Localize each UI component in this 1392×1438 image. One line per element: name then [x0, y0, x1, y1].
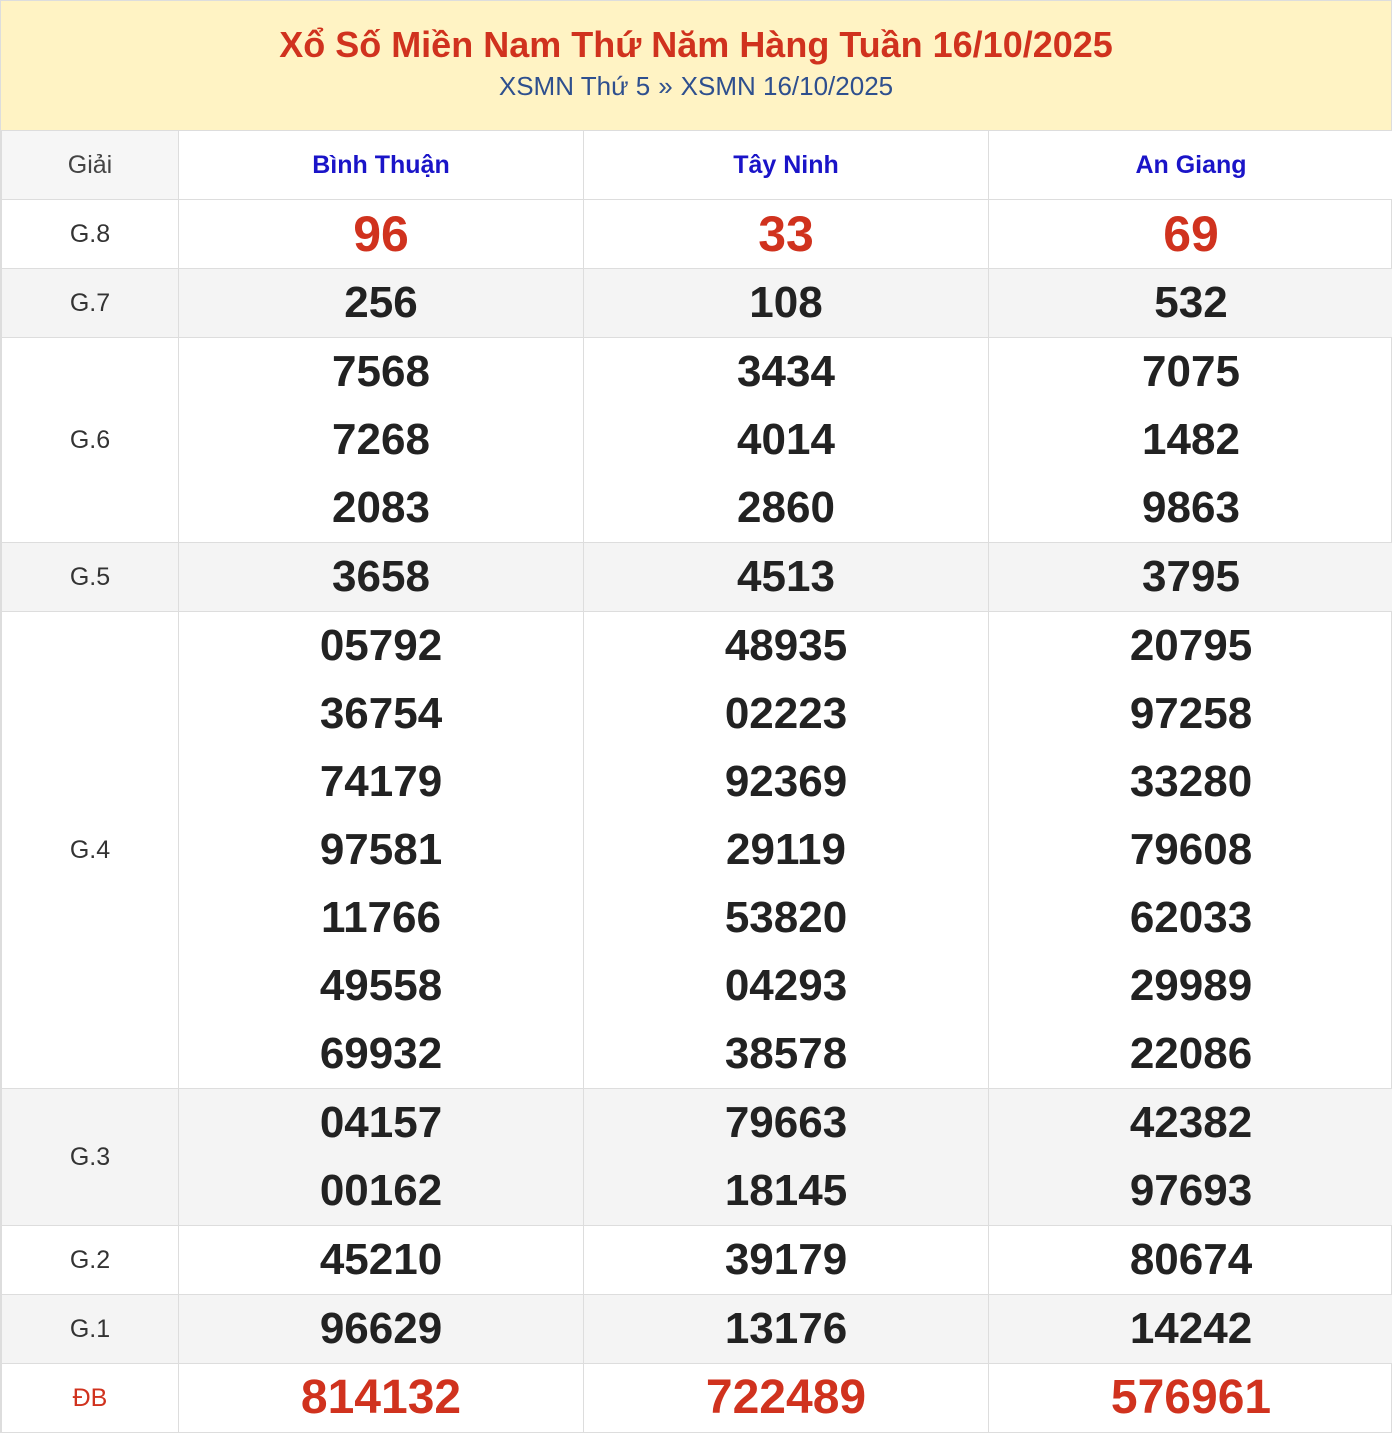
- winning-number: 48935: [724, 621, 848, 670]
- prize-row-g3: [2, 1089, 1392, 1226]
- prize-cell: [989, 269, 1392, 338]
- winning-number: 96: [353, 206, 409, 262]
- prize-label: G.1: [2, 1295, 179, 1364]
- winning-number: 04157: [319, 1098, 443, 1147]
- prize-cell: [179, 543, 584, 612]
- prize-cell: [989, 1364, 1392, 1433]
- winning-number: 36754: [319, 689, 443, 738]
- winning-number: 7075: [1142, 347, 1240, 396]
- winning-number: 04293: [724, 961, 848, 1010]
- winning-number: 97693: [1129, 1166, 1253, 1215]
- prize-cell: [179, 1089, 584, 1226]
- winning-number: 97258: [1129, 689, 1253, 738]
- prize-cell: [179, 1364, 584, 1433]
- winning-number: 7568: [332, 347, 430, 396]
- prize-row-g5: [2, 543, 1392, 612]
- winning-number: 814132: [300, 1371, 462, 1424]
- province-header-an-giang[interactable]: An Giang: [989, 131, 1392, 200]
- winning-number: 29119: [726, 825, 846, 874]
- prize-cell: [989, 1089, 1392, 1226]
- winning-number: 1482: [1142, 415, 1240, 464]
- winning-number: 33: [758, 206, 814, 262]
- prize-label: ĐB: [2, 1364, 179, 1433]
- prize-row-g1: [2, 1295, 1392, 1364]
- winning-number: 9863: [1142, 483, 1240, 532]
- winning-number: 45210: [319, 1235, 443, 1284]
- prize-label: G.8: [2, 200, 179, 269]
- breadcrumb-separator: »: [658, 71, 673, 101]
- results-table: [1, 130, 1392, 1433]
- winning-number: 18145: [724, 1166, 848, 1215]
- winning-number: 7268: [332, 415, 430, 464]
- prize-cell: [989, 200, 1392, 269]
- prize-cell: [584, 1089, 989, 1226]
- winning-number: 97581: [319, 825, 443, 874]
- winning-number: 79608: [1129, 825, 1253, 874]
- winning-number: 4513: [737, 552, 835, 601]
- prize-cell: [584, 543, 989, 612]
- winning-number: 2083: [332, 483, 430, 532]
- winning-number: 256: [344, 278, 418, 327]
- winning-number: 4014: [737, 415, 835, 464]
- prize-cell: [989, 338, 1392, 543]
- results-header: [1, 0, 1391, 130]
- prize-cell: [989, 1226, 1392, 1295]
- winning-number: 29989: [1129, 961, 1253, 1010]
- winning-number: 00162: [319, 1166, 443, 1215]
- winning-number: 39179: [724, 1235, 848, 1284]
- winning-number: 69: [1163, 206, 1219, 262]
- prize-cell: [989, 543, 1392, 612]
- winning-number: 532: [1154, 278, 1228, 327]
- winning-number: 62033: [1129, 893, 1253, 942]
- prize-cell: [989, 1295, 1392, 1364]
- winning-number: 42382: [1129, 1098, 1253, 1147]
- winning-number: 02223: [724, 689, 848, 738]
- prize-cell: [179, 269, 584, 338]
- winning-number: 33280: [1129, 757, 1253, 806]
- winning-number: 3795: [1142, 552, 1240, 601]
- winning-number: 49558: [319, 961, 443, 1010]
- winning-number: 53820: [724, 893, 848, 942]
- prize-row-g8: [2, 200, 1392, 269]
- winning-number: 22086: [1129, 1029, 1253, 1078]
- province-header-tay-ninh[interactable]: Tây Ninh: [584, 131, 989, 200]
- prize-label: G.6: [2, 338, 179, 543]
- winning-number: 3658: [332, 552, 430, 601]
- prize-cell: [179, 1226, 584, 1295]
- prize-row-g7: [2, 269, 1392, 338]
- breadcrumb-link-weekday[interactable]: XSMN Thứ 5: [498, 71, 651, 101]
- winning-number: 69932: [319, 1029, 443, 1078]
- prize-cell: [584, 612, 989, 1089]
- prize-row-db: [2, 1364, 1392, 1433]
- results-body: [2, 200, 1392, 1433]
- prize-cell: [584, 269, 989, 338]
- table-header-row: [2, 131, 1392, 200]
- prize-label: G.2: [2, 1226, 179, 1295]
- winning-number: 576961: [1110, 1371, 1272, 1424]
- prize-label: G.7: [2, 269, 179, 338]
- winning-number: 2860: [737, 483, 835, 532]
- prize-cell: [179, 1295, 584, 1364]
- winning-number: 74179: [319, 757, 443, 806]
- winning-number: 80674: [1129, 1235, 1253, 1284]
- winning-number: 13176: [724, 1304, 848, 1353]
- prize-column-header: Giải: [2, 131, 179, 200]
- page-title: Xổ Số Miền Nam Thứ Năm Hàng Tuần 16/10/2025: [279, 24, 1113, 65]
- prize-label: G.3: [2, 1089, 179, 1226]
- winning-number: 79663: [724, 1098, 848, 1147]
- prize-cell: [584, 338, 989, 543]
- prize-cell: [989, 612, 1392, 1089]
- prize-label: G.4: [2, 612, 179, 1089]
- winning-number: 38578: [724, 1029, 848, 1078]
- prize-cell: [584, 200, 989, 269]
- winning-number: 108: [749, 278, 823, 327]
- prize-cell: [179, 612, 584, 1089]
- prize-cell: [179, 200, 584, 269]
- prize-row-g6: [2, 338, 1392, 543]
- winning-number: 11766: [321, 893, 441, 942]
- winning-number: 92369: [724, 757, 848, 806]
- breadcrumb: [1, 71, 1391, 101]
- winning-number: 722489: [705, 1371, 867, 1424]
- prize-row-g2: [2, 1226, 1392, 1295]
- prize-cell: [179, 338, 584, 543]
- winning-number: 05792: [319, 621, 443, 670]
- prize-cell: [584, 1295, 989, 1364]
- winning-number: 14242: [1129, 1304, 1253, 1353]
- prize-label: G.5: [2, 543, 179, 612]
- breadcrumb-link-date[interactable]: XSMN 16/10/2025: [680, 71, 894, 101]
- winning-number: 3434: [737, 347, 835, 396]
- winning-number: 96629: [319, 1304, 443, 1353]
- winning-number: 20795: [1129, 621, 1253, 670]
- prize-cell: [584, 1364, 989, 1433]
- prize-cell: [584, 1226, 989, 1295]
- province-header-binh-thuan[interactable]: Bình Thuận: [179, 131, 584, 200]
- prize-row-g4: [2, 612, 1392, 1089]
